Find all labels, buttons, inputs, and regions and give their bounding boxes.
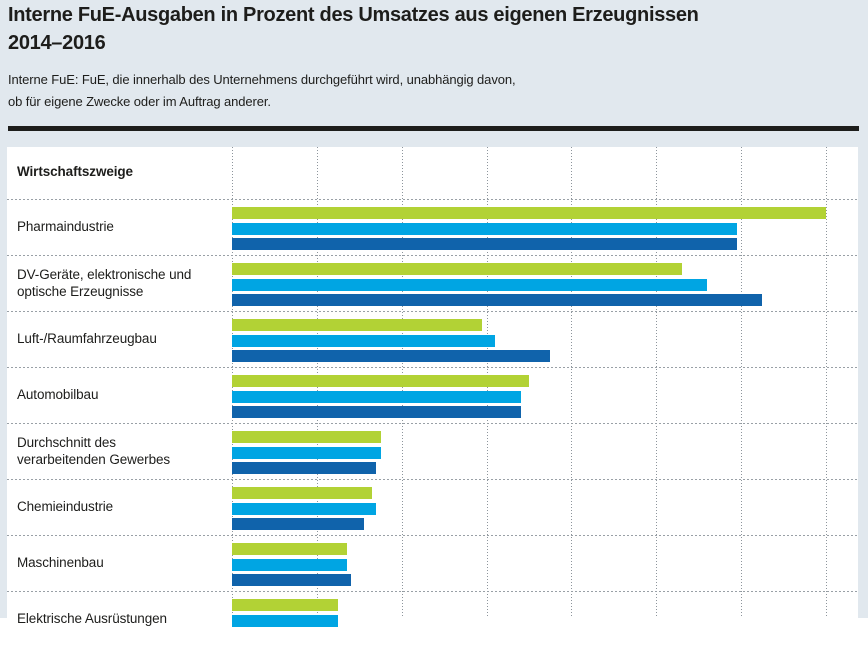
category-label-line: Chemieindustrie [17, 499, 114, 515]
chart-note-line2: ob für eigene Zwecke oder im Auftrag anderer. [8, 94, 271, 109]
category-row [7, 591, 858, 647]
category-label-line: optische Erzeugnisse [17, 284, 144, 299]
category-label [17, 255, 191, 311]
bar-2016 [232, 574, 351, 586]
bar-2015 [232, 447, 381, 459]
category-row [7, 367, 858, 423]
bar-2015 [232, 391, 521, 403]
category-label [17, 591, 167, 647]
row-separator [7, 479, 858, 480]
category-row [7, 535, 858, 591]
category-label-line: Luft-/Raumfahrzeugbau [17, 331, 157, 347]
category-label-line: Maschinenbau [17, 555, 104, 571]
bar-2014 [232, 431, 381, 443]
bar-2014 [232, 263, 682, 275]
chart-note [8, 69, 516, 113]
category-row [7, 479, 858, 535]
column-header: Wirtschaftszweige [17, 164, 133, 179]
category-row [7, 423, 858, 479]
chart-title-line2: 2014–2016 [8, 32, 106, 54]
bar-2016 [232, 294, 762, 306]
category-label [17, 535, 104, 591]
category-label-line: Elektrische Ausrüstungen [17, 611, 167, 627]
category-label-line: Pharmaindustrie [17, 219, 114, 235]
bar-2014 [232, 543, 347, 555]
bar-2016 [232, 238, 737, 250]
bar-2015 [232, 503, 376, 515]
category-label [17, 367, 98, 423]
category-row [7, 255, 858, 311]
divider-rule [8, 126, 859, 131]
bar-2015 [232, 223, 737, 235]
category-label-line: verarbeitenden Gewerbes [17, 452, 171, 467]
bar-2016 [232, 406, 521, 418]
category-label [17, 311, 157, 367]
category-label-line: Durchschnitt des [17, 434, 116, 450]
bar-2014 [232, 487, 372, 499]
category-label [17, 479, 113, 535]
bar-2014 [232, 207, 826, 219]
category-row [7, 311, 858, 367]
bar-2016 [232, 462, 376, 474]
bar-2016 [232, 350, 550, 362]
category-label-line: DV-Geräte, elektronische und [17, 266, 192, 282]
category-label [17, 423, 170, 479]
bar-2015 [232, 559, 347, 571]
bar-2014 [232, 599, 338, 611]
bar-2014 [232, 319, 482, 331]
row-separator [7, 199, 858, 200]
row-separator [7, 367, 858, 368]
category-label [17, 199, 114, 255]
chart-panel [7, 147, 858, 627]
chart-title [8, 1, 699, 57]
bar-2015 [232, 279, 707, 291]
chart-note-line1: Interne FuE: FuE, die innerhalb des Unternehmens durchgeführt wird, unabhängig davon, [8, 72, 516, 87]
bar-2014 [232, 375, 529, 387]
bar-2016 [232, 518, 364, 530]
chart-title-line1: Interne FuE-Ausgaben in Prozent des Umsatzes aus eigenen Erzeugnissen [8, 4, 699, 26]
bar-2015 [232, 615, 338, 627]
bar-2015 [232, 335, 495, 347]
row-separator [7, 535, 858, 536]
category-label-line: Automobilbau [17, 387, 99, 403]
category-row [7, 199, 858, 255]
